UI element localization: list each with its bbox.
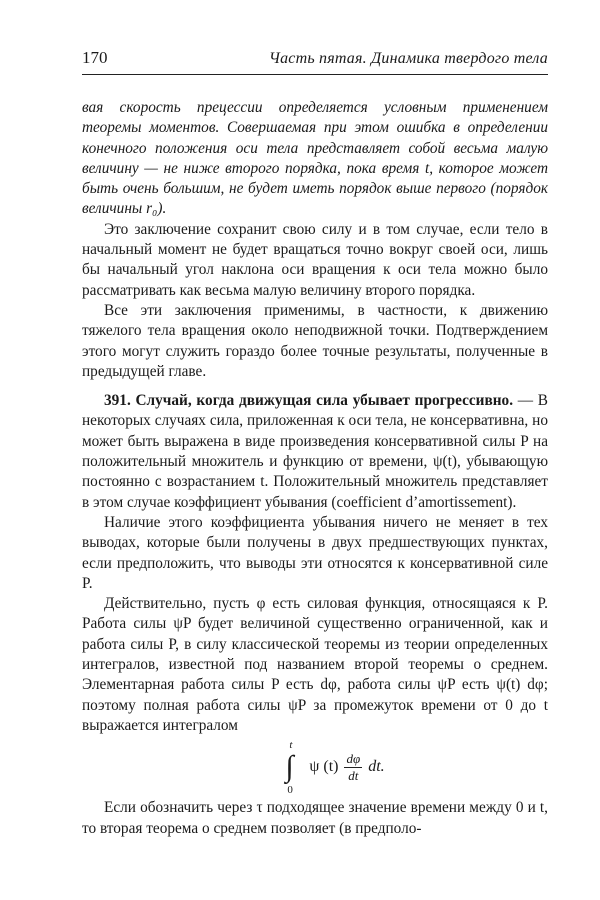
page-number: 170 — [82, 48, 108, 67]
body-text — [82, 98, 548, 839]
running-title: Часть пятая. Динамика твердого тела — [268, 50, 548, 67]
paragraph-continued: вая скорость прецессии определяется условным применением теоремы моментов. Совершаемая при этом ошибка в определении конечного положения оси тела представляет собой весьма малую величину — не ниже второго порядка, пока время t, которое может быть очень большим, не будет иметь порядок выше первого (порядок величины r₀). — [82, 99, 548, 218]
paragraph: Это заключение сохранит свою силу и в том случае, если тело в начальный момент не будет вращаться точно вокруг своей оси, лишь бы начальный угол наклона оси вращения к оси тела можно было рассматривать как весьма малую величину второго порядка. — [82, 220, 548, 299]
fraction-numerator: dφ — [346, 750, 361, 766]
lower-limit: 0 — [287, 784, 293, 797]
paragraph: Если обозначить через τ подходящее значение времени между 0 и t, то вторая теорема о среднем позволяет (в предполо- — [82, 799, 548, 837]
upper-limit: t — [289, 739, 293, 752]
integral-sign: ∫ t 0 — [285, 739, 294, 797]
paragraph: Действительно, пусть φ есть силовая функция, относящаяся к P. Работа силы ψP будет величиной существенно ограниченной, как и работа силы P, в силу классической теоремы из теории определенных интегралов, известной под названием второй теоремы о среднем. Элементарная работа силы P есть dφ, работа силы ψP есть ψ(t) dφ; поэтому полная работа силы ψP за промежуток времени от 0 до t выражается интегралом — [82, 595, 548, 734]
integrand: ψ (t) — [309, 758, 339, 776]
fraction — [344, 751, 362, 784]
section-text: — В некоторых случаях сила, приложенная к оси тела, не консервативна, но может быть выражена в виде произведения консервативной силы P на положительный множитель и функцию от времени, ψ(t), убывающую постоянно с возрастанием t. Положительный множитель представляет в этом случае коэффициент убывания (coefficient d’amortissement). — [82, 392, 548, 511]
section-paragraph — [82, 391, 548, 513]
paragraph: Все эти заключения применимы, в частности, к движению тяжелого тела вращения около неподвижной точки. Подтверждением этого могут служить гораздо более точные результаты, полученные в предыдущей главе. — [82, 301, 548, 380]
fraction-denominator: dt — [348, 767, 359, 783]
integral-formula — [122, 736, 548, 798]
section-heading: 391. Случай, когда движущая сила убывает прогрессивно. — [104, 392, 514, 410]
page-header — [82, 48, 548, 75]
differential: dt. — [368, 758, 385, 776]
paragraph: Наличие этого коэффициента убывания ничего не меняет в тех выводах, которые были получены в двух предшествующих пунктах, если предположить, что выводы эти относятся к консервативной силе P. — [82, 513, 548, 592]
